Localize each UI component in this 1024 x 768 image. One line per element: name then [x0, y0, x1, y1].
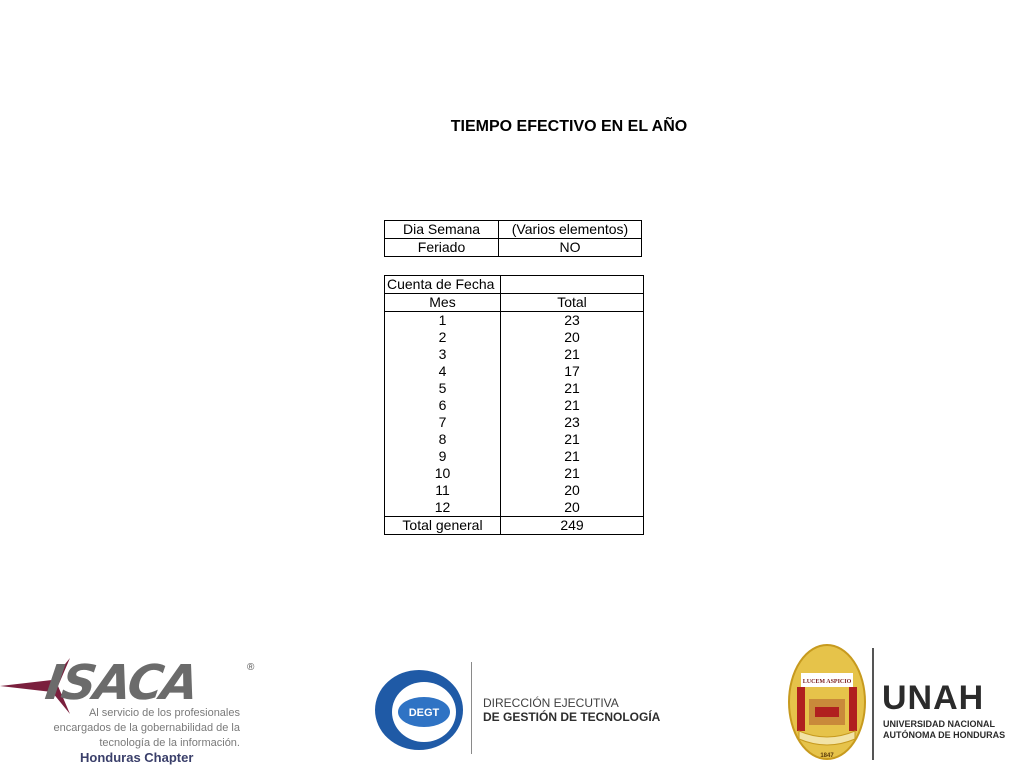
pivot-body	[385, 312, 644, 517]
pivot-row-month: 4	[385, 363, 501, 380]
filter-label: Feriado	[385, 239, 499, 257]
registered-icon: ®	[247, 662, 255, 673]
pivot-row	[385, 397, 644, 414]
filter-row	[385, 239, 642, 257]
filter-value[interactable]: NO	[499, 239, 642, 257]
pivot-row	[385, 465, 644, 482]
pivot-row-total: 23	[501, 414, 644, 431]
pivot-row	[385, 346, 644, 363]
pivot-row	[385, 414, 644, 431]
degt-line-1: DIRECCIÓN EJECUTIVA	[483, 696, 619, 710]
unah-seal-icon	[787, 643, 867, 761]
degt-line-2: DE GESTIÓN DE TECNOLOGÍA	[483, 710, 661, 724]
unah-seal-motto: LUCEM ASPICIO	[802, 679, 852, 685]
pivot-row-month: 8	[385, 431, 501, 448]
pivot-row-total: 21	[501, 448, 644, 465]
pivot-row	[385, 380, 644, 397]
pivot-row-month: 7	[385, 414, 501, 431]
pivot-row	[385, 363, 644, 380]
pivot-row	[385, 482, 644, 499]
pivot-row-total: 21	[501, 346, 644, 363]
filter-table	[384, 220, 642, 257]
degt-divider	[471, 662, 472, 754]
pivot-row-total: 21	[501, 465, 644, 482]
unah-subtitle-line: UNIVERSIDAD NACIONAL	[883, 719, 996, 729]
isaca-tagline-line: tecnología de la información.	[99, 737, 240, 749]
unah-wordmark: UNAH	[882, 679, 985, 717]
isaca-tagline-line: encargados de la gobernabilidad de la	[53, 722, 240, 734]
pivot-row-month: 3	[385, 346, 501, 363]
pivot-row-total: 20	[501, 482, 644, 499]
pivot-row	[385, 329, 644, 346]
pivot-row-total: 17	[501, 363, 644, 380]
pivot-row-month: 11	[385, 482, 501, 499]
pivot-measure-label: Cuenta de Fecha	[385, 276, 501, 294]
unah-subtitle-line: AUTÓNOMA DE HONDURAS	[883, 730, 1006, 740]
pivot-row-month: 10	[385, 465, 501, 482]
pivot-row-total: 20	[501, 499, 644, 517]
unah-divider	[872, 648, 874, 760]
isaca-chapter: Honduras Chapter	[80, 750, 194, 765]
filter-row	[385, 221, 642, 239]
pivot-col-header: Total	[501, 294, 644, 312]
pivot-row	[385, 312, 644, 330]
pivot-header-row	[385, 294, 644, 312]
grand-total-label: Total general	[385, 517, 501, 535]
pivot-row	[385, 448, 644, 465]
pivot-row	[385, 431, 644, 448]
pivot-row-month: 9	[385, 448, 501, 465]
unah-seal-year: 1847	[820, 753, 834, 759]
pivot-row-header[interactable]: Mes	[385, 294, 501, 312]
isaca-tagline-line: Al servicio de los profesionales	[88, 707, 240, 719]
pivot-table	[384, 275, 644, 535]
pivot-row	[385, 499, 644, 517]
page-title: TIEMPO EFECTIVO EN EL AÑO	[450, 118, 688, 135]
pivot-measure-row	[385, 276, 644, 294]
pivot-row-total: 21	[501, 397, 644, 414]
grand-total-value: 249	[501, 517, 644, 535]
pivot-row-month: 12	[385, 499, 501, 517]
pivot-row-month: 2	[385, 329, 501, 346]
degt-badge-text: DEGT	[408, 707, 440, 719]
pivot-grand-total-row	[385, 517, 644, 535]
isaca-wordmark: ISACA	[42, 655, 201, 711]
pivot-row-total: 20	[501, 329, 644, 346]
degt-logo-icon	[372, 668, 466, 752]
pivot-row-total: 21	[501, 431, 644, 448]
pivot-row-month: 6	[385, 397, 501, 414]
pivot-row-total: 23	[501, 312, 644, 330]
filter-value[interactable]: (Varios elementos)	[499, 221, 642, 239]
unah-subtitle	[883, 719, 1005, 741]
pivot-measure-empty	[501, 276, 644, 294]
pivot-row-month: 5	[385, 380, 501, 397]
isaca-tagline	[0, 706, 240, 751]
filter-label: Dia Semana	[385, 221, 499, 239]
degt-wordmark	[483, 696, 660, 724]
pivot-row-month: 1	[385, 312, 501, 330]
pivot-row-total: 21	[501, 380, 644, 397]
